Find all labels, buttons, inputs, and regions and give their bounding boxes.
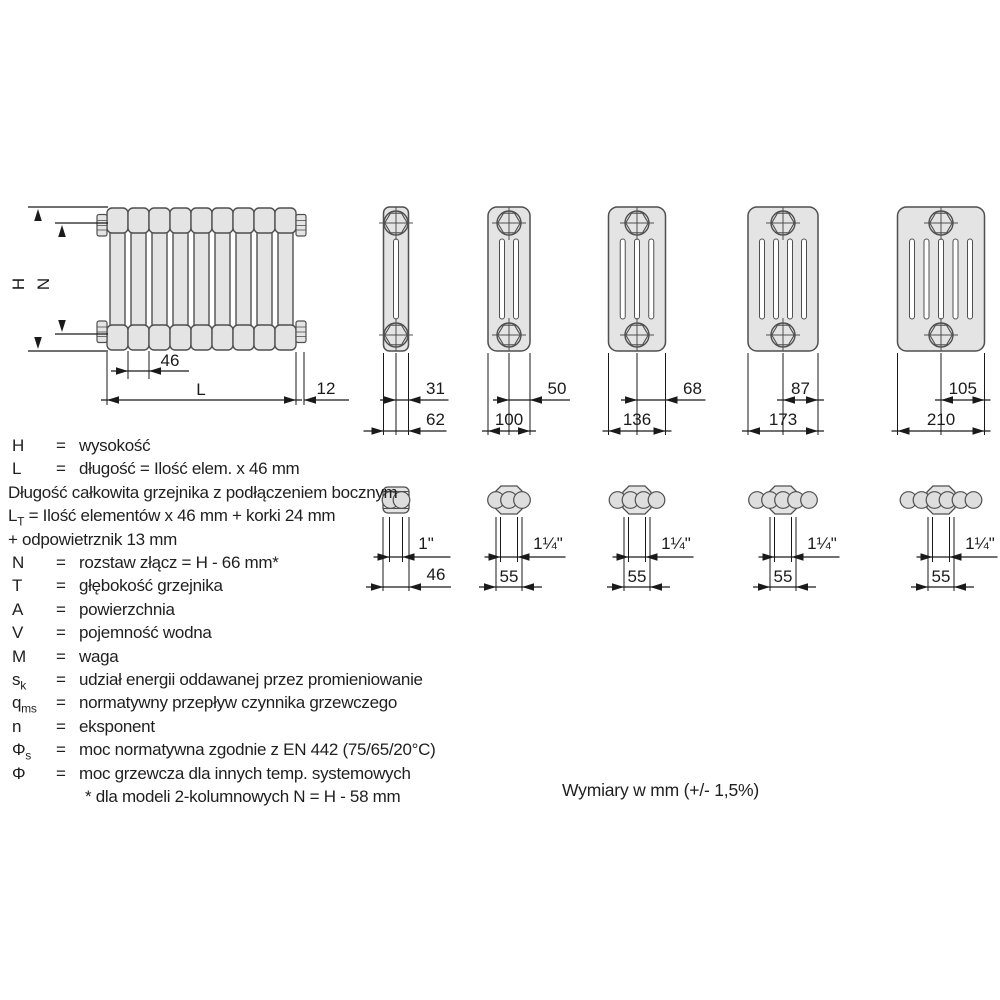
- pitch-label: 46: [426, 565, 446, 584]
- pipe-size-label: 1¼": [965, 534, 995, 553]
- legend-equals: =: [56, 670, 66, 689]
- legend-symbol: V: [12, 623, 24, 643]
- length-label: L: [196, 380, 206, 399]
- pipe-size-label: 1¼": [807, 534, 837, 553]
- full-width-label: 173: [768, 410, 798, 429]
- pipe-size-label: 1¼": [533, 534, 563, 553]
- legend-row-5: [0, 553, 620, 576]
- half-width-label: 50: [547, 379, 567, 398]
- pipe-size-label: 1": [418, 534, 434, 553]
- legend-equals: =: [56, 623, 66, 643]
- legend-symbol: H: [12, 436, 24, 455]
- legend-symbol: $L_T$: [8, 506, 25, 529]
- spacing-label: N: [34, 277, 53, 291]
- legend-symbol: M: [12, 646, 26, 666]
- legend-definition: normatywny przepływ czynnika grzewczego: [79, 693, 398, 713]
- legend-row-1: [0, 459, 620, 482]
- legend-row-0: [0, 436, 620, 459]
- legend-equals: =: [56, 740, 66, 760]
- legend-symbol: $s_k$: [12, 670, 26, 693]
- pitch-label: 55: [627, 567, 647, 586]
- legend-row-13: [0, 740, 620, 763]
- legend-row-2: Długość całkowita grzejnika z podłączeniem bocznym: [8, 482, 398, 502]
- legend-symbol: $\Phi_s$: [12, 740, 31, 763]
- legend-definition: głębokość grzejnika: [79, 576, 223, 596]
- legend-symbol: L: [12, 459, 22, 479]
- legend-equals: =: [56, 646, 66, 666]
- legend-definition: moc grzewcza dla innych temp. systemowych: [79, 763, 411, 783]
- dimensions-note: Wymiary w mm (+/- 1,5%): [562, 780, 759, 800]
- legend-equals: =: [56, 716, 66, 736]
- legend-row-4: + odpowietrznik 13 mm: [8, 529, 177, 549]
- legend-equals: =: [56, 553, 66, 572]
- legend-equals: =: [56, 576, 66, 596]
- legend-row-9: [0, 647, 620, 670]
- legend-row-10: [0, 670, 620, 693]
- full-width-label: 136: [622, 410, 652, 429]
- legend-row-6: [0, 576, 620, 599]
- legend-equals: =: [56, 763, 66, 783]
- pitch-label: 55: [773, 567, 793, 586]
- pitch-label: 55: [499, 567, 519, 586]
- legend-definition: waga: [79, 646, 119, 666]
- legend-definition: wysokość: [79, 436, 151, 455]
- legend-symbol: Φ: [12, 763, 26, 783]
- legend-equals: =: [56, 599, 66, 619]
- legend-row-14: [0, 764, 620, 787]
- legend-definition: eksponent: [79, 716, 155, 736]
- pipe-size-label: 1¼": [661, 534, 691, 553]
- legend-row-12: [0, 717, 620, 740]
- height-label: H: [9, 277, 28, 291]
- legend-row-11: [0, 693, 620, 716]
- half-width-label: 31: [426, 379, 445, 398]
- legend-row-3: $L_T$ = Ilość elementów x 46 mm + korki 24 mm: [8, 506, 336, 529]
- half-width-label: 87: [791, 379, 810, 398]
- legend-symbol: N: [12, 553, 24, 572]
- legend-definition: długość = Ilość elem. x 46 mm: [79, 459, 300, 479]
- legend-symbol: $q_{ms}$: [12, 693, 37, 716]
- legend-equals: =: [56, 459, 66, 479]
- end-offset-label: 12: [316, 379, 336, 398]
- legend-symbol: A: [12, 599, 24, 619]
- legend-equals: =: [56, 436, 66, 455]
- legend-row-7: [0, 600, 620, 623]
- legend-equals: =: [56, 693, 66, 713]
- full-width-label: 210: [926, 410, 956, 429]
- legend-footnote: * dla modeli 2-kolumnowych N = H - 58 mm: [85, 787, 401, 806]
- full-width-label: 62: [426, 410, 445, 429]
- legend-row-8: [0, 623, 620, 646]
- legend-definition: rozstaw złącz = H - 66 mm*: [79, 553, 279, 572]
- pitch-label: 55: [931, 567, 951, 586]
- legend-definition: moc normatywna zgodnie z EN 442 (75/65/20°C): [79, 740, 436, 760]
- legend-symbol: T: [12, 576, 23, 596]
- full-width-label: 100: [494, 410, 524, 429]
- element-pitch-label: 46: [160, 351, 180, 370]
- legend-definition: powierzchnia: [79, 599, 175, 619]
- half-width-label: 105: [948, 379, 977, 398]
- legend-definition: udział energii oddawanej przez promieniowanie: [79, 670, 423, 689]
- half-width-label: 68: [683, 379, 702, 398]
- legend-symbol: n: [12, 716, 22, 736]
- legend-definition: pojemność wodna: [79, 623, 212, 643]
